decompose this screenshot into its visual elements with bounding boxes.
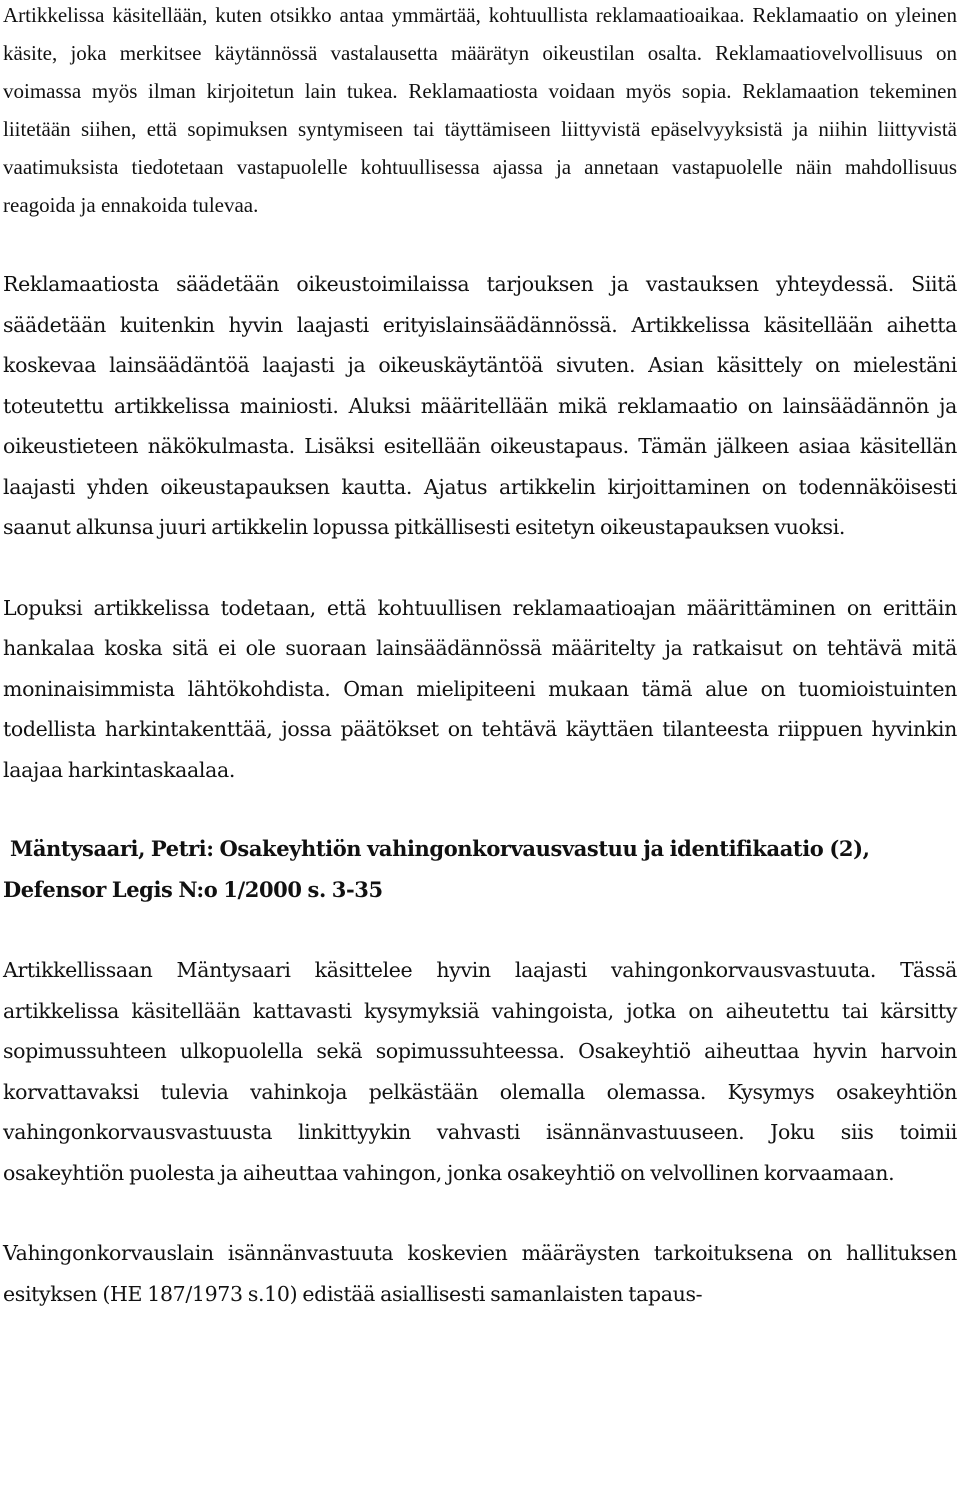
paragraph-vahingonkorvausvastuu: Artikkellissaan Mäntysaari käsittelee hyvin laajasti vahingonkorvausvastuuta. Tässä artikkelissa käsitellään kattavasti kysymyksiä vahingoista, jotka on aiheutettu tai kärsitty sopimussuhteen ulkopuolella sekä sopimussuhteessa. Osakeyhtiö aiheuttaa hyvin harvoin korvattavaksi tulevia vahinkoja pelkästään olemalla olemassa. Kysymys osakeyhtiön vahingonkorvausvastuusta linkittyykin vahvasti isännänvastuuseen. Joku siis toimii osakeyhtiön puolesta ja aiheuttaa vahingon, jonka osakeyhtiö on velvollinen korvaamaan.	[3, 958, 957, 1185]
paragraph-reklamaatio-johtopaatos: Lopuksi artikkelissa todetaan, että kohtuullisen reklamaatioajan määrittäminen on erittäin hankalaa koska sitä ei ole suoraan lainsäädännössä määritelty ja ratkaisut on tehtävä mitä moninaisimmista lähtökohdista. Oman mielipiteeni mukaan tämä alue on tuomioistuinten todellista harkintakenttää, jossa päätökset on tehtävä käyttäen tilanteesta riippuen hyvinkin laajaa harkintaskaalaa.	[3, 595, 957, 782]
heading-line-2: Defensor Legis N:o 1/2000 s. 3-35	[3, 877, 383, 902]
paragraph-reklamaatio-saadokset: Reklamaatiosta säädetään oikeustoimilaissa tarjouksen ja vastauksen yhteydessä. Siitä säädetään kuitenkin hyvin laajasti erityislainsäädännössä. Artikkelissa käsitellään aihetta koskevaa lainsäädäntöä laajasti ja oikeuskäytäntöä sivuten. Asian käsittely on mielestäni toteutettu artikkelissa mainiosti. Aluksi määritellään mikä reklamaatio on lainsäädännön ja oikeustieteen näkökulmasta. Lisäksi esitellään oikeustapaus. Tämän jälkeen asiaa käsitellän laajasti yhden oikeustapauksen kautta. Ajatus artikkelin kirjoittaminen on todennäköisesti saanut alkunsa juuri artikkelin lopussa pitkällisesti esitetyn oikeustapauksen vuoksi.	[3, 272, 957, 539]
section-heading	[3, 828, 957, 910]
heading-line-1: Mäntysaari, Petri: Osakeyhtiön vahingonkorvausvastuu ja identifikaatio (2),	[10, 836, 870, 861]
document-page	[3, 0, 957, 1314]
paragraph-isannanvastuu: Vahingonkorvauslain isännänvastuuta koskevien määräysten tarkoituksena on hallituksen esityksen (HE 187/1973 s.10) edistää asiallisesti samanlaisten tapaus-	[3, 1241, 957, 1306]
paragraph-reklamaatioaika: Artikkelissa käsitellään, kuten otsikko antaa ymmärtää, kohtuullista reklamaatioaikaa. Reklamaatio on yleinen käsite, joka merkitsee käytännössä vastalausetta määrätyn oikeustilan osalta. Reklamaatiovelvollisuus on voimassa myös ilman kirjoitetun lain tukea. Reklamaatiosta voidaan myös sopia. Reklamaation tekeminen liitetään siihen, että sopimuksen syntymiseen tai täyttämiseen liittyvistä epäselvyyksistä ja niihin liittyvistä vaatimuksista tiedotetaan vastapuolelle kohtuullisessa ajassa ja annetaan vastapuolelle näin mahdollisuus reagoida ja ennakoida tulevaa.	[3, 3, 957, 217]
